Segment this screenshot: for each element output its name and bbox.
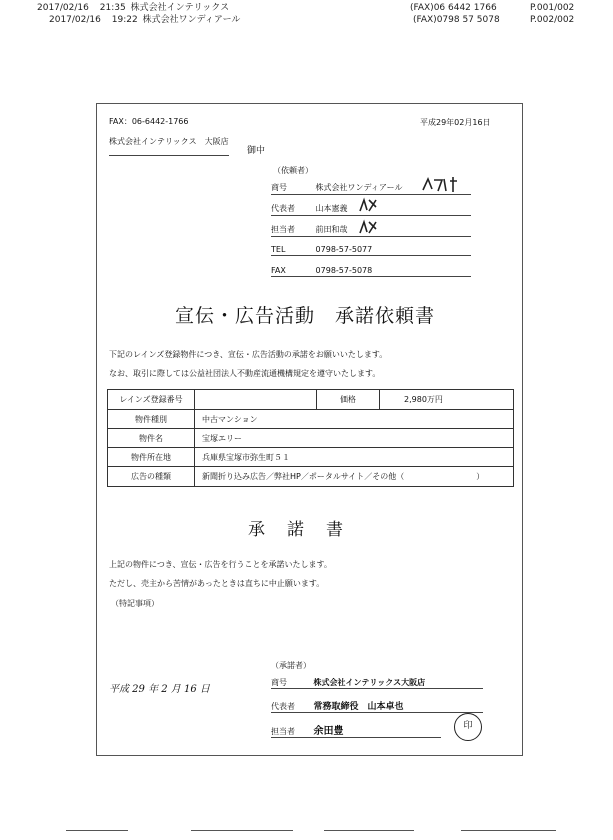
approver-row-label: 商号 xyxy=(271,678,287,687)
table-value: 兵庫県宝塚市弥生町５１ xyxy=(202,453,290,462)
intro-line-2: なお、取引に際しては公益社団法人不動産流通機構規定を遵守いたします。 xyxy=(109,369,381,378)
approver-heading: （承諾者） xyxy=(271,661,311,670)
table-label: 物件所在地 xyxy=(108,448,195,467)
intro-line-1: 下記のレインズ登録物件につき、宣伝・広告活動の承諾をお願いいたします。 xyxy=(109,350,388,359)
approver-row-label: 代表者 xyxy=(271,702,295,711)
requester-row-label: FAX xyxy=(271,266,286,275)
table-row xyxy=(108,428,513,448)
staff-seal-mark xyxy=(357,219,379,237)
table-row xyxy=(108,466,513,486)
fax-header-2-time: 19:22 xyxy=(111,15,138,25)
requester-row-value: 0798-57-5077 xyxy=(315,245,373,254)
fax-header-1-fax: (FAX)06 6442 1766 xyxy=(410,3,497,13)
approver-row xyxy=(271,722,441,738)
table-label: 物件名 xyxy=(108,429,195,448)
approver-row-value: 株式会社インテリックス大阪店 xyxy=(313,678,426,687)
table-row xyxy=(108,409,513,429)
requester-row-value: 山本憲義 xyxy=(315,204,348,213)
rep-seal-mark xyxy=(357,197,379,215)
recipient-suffix: 御中 xyxy=(247,146,266,156)
fax-header-2-fax: (FAX)0798 57 5078 xyxy=(413,15,500,25)
approval-title: 承諾書 xyxy=(248,520,365,540)
requester-row-value: 0798-57-5078 xyxy=(315,266,373,275)
price-label: 価格 xyxy=(316,390,380,409)
price-value: 2,980万円 xyxy=(404,395,443,404)
fax-header-2-date: 2017/02/16 xyxy=(49,15,101,25)
fax-header-2-page: P.002/002 xyxy=(530,15,575,25)
requester-row-label: 商号 xyxy=(271,183,287,192)
approver-seal-icon xyxy=(454,713,482,741)
table-value: 中古マンション xyxy=(202,415,258,424)
approver-row xyxy=(271,699,483,713)
bottom-fragment-line xyxy=(324,830,414,831)
property-table xyxy=(107,389,514,487)
requester-row-label: 担当者 xyxy=(271,225,295,234)
approval-line-2: ただし、売主から苦情があったときは直ちに中止願います。 xyxy=(109,579,325,588)
bottom-fragment-line xyxy=(461,830,556,831)
fax-header-1-date: 2017/02/16 xyxy=(37,3,89,13)
recipient-name: 株式会社インテリックス 大阪店 xyxy=(109,136,229,156)
requester-row-label: 代表者 xyxy=(271,204,295,213)
fax-header-2-sender: 株式会社ワンディアール xyxy=(142,15,241,25)
doc-fax-number: FAX：06-6442-1766 xyxy=(109,117,189,126)
table-row xyxy=(108,447,513,467)
table-label: レインズ登録番号 xyxy=(108,390,195,409)
table-label: 広告の種類 xyxy=(108,467,195,486)
approver-seal-text: 印 xyxy=(463,721,473,731)
approver-row-label: 担当者 xyxy=(271,727,295,736)
requester-stamp-mark xyxy=(420,175,460,195)
requester-row-value: 株式会社ワンディアール xyxy=(315,183,403,192)
table-value: 宝塚エリー xyxy=(202,434,242,443)
table-row xyxy=(108,390,513,409)
requester-row-value: 前田和哉 xyxy=(315,225,348,234)
document-title: 宣伝・広告活動 承諾依頼書 xyxy=(175,305,436,327)
requester-row xyxy=(271,245,471,256)
fax-header-1-page: P.001/002 xyxy=(530,3,575,13)
table-value: 新聞折り込み広告／弊社HP／ポータルサイト／その他（ ） xyxy=(202,472,485,481)
approver-row xyxy=(271,677,483,689)
fax-header-1-time: 21:35 xyxy=(99,3,126,13)
requester-row xyxy=(271,266,471,277)
requester-row-label: TEL xyxy=(271,245,286,254)
approver-row-value: 余田豊 xyxy=(313,726,344,737)
table-label: 物件種別 xyxy=(108,410,195,429)
fax-header-1-sender: 株式会社インテリックス xyxy=(130,3,230,13)
approval-line-3: （特記事項） xyxy=(111,599,159,608)
approver-row-value: 常務取締役 山本卓也 xyxy=(313,702,404,712)
bottom-fragment-line xyxy=(191,830,293,831)
bottom-fragment-line xyxy=(66,830,128,831)
doc-date: 平成29年02月16日 xyxy=(420,118,491,127)
requester-heading: （依頼者） xyxy=(273,166,313,175)
fax-header-2 xyxy=(49,15,240,25)
fax-header-1 xyxy=(37,3,229,13)
approval-line-1: 上記の物件につき、宣伝・広告を行うことを承諾いたします。 xyxy=(109,560,332,569)
approval-date: 平成 29 年 2 月 16 日 xyxy=(109,684,210,695)
